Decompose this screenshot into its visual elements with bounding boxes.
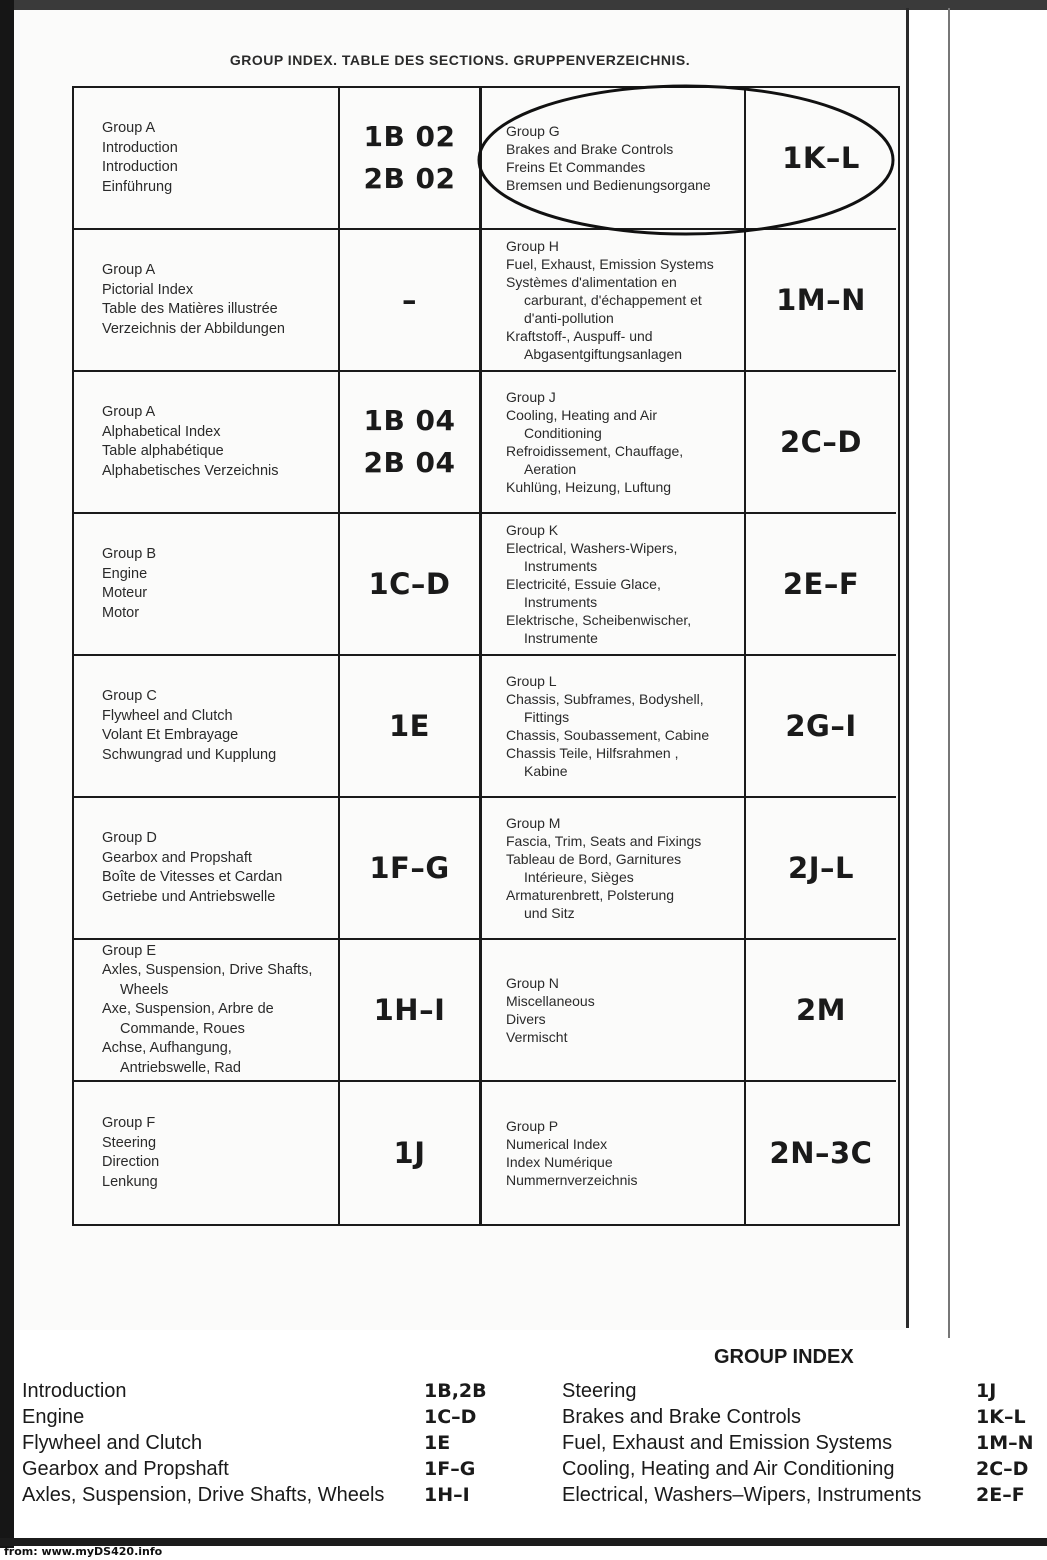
group-description-line: Introduction	[102, 159, 178, 175]
fiche-code: 1C–D	[368, 567, 451, 601]
left-group-fiche-code	[340, 940, 482, 1082]
fiche-code: –	[402, 283, 417, 317]
left-group-description	[74, 372, 340, 514]
group-description-line: Freins Et Commandes	[506, 159, 646, 175]
group-description-line: Table alphabétique	[102, 443, 224, 459]
scan-border-top	[0, 0, 1047, 10]
group-description-line: Nummernverzeichnis	[506, 1172, 638, 1188]
group-description-line: Commande, Roues	[120, 1020, 245, 1037]
group-description-line: Kabine	[524, 763, 568, 779]
fiche-code: 2C–D	[779, 425, 863, 459]
left-group-description	[74, 230, 340, 372]
left-group-description	[74, 940, 340, 1082]
group-name: Group H	[506, 238, 559, 254]
group-description-line: Chassis, Subframes, Bodyshell,	[506, 691, 704, 707]
bottom-index-row	[562, 1404, 1034, 1430]
group-description-line: Pictorial Index	[102, 281, 194, 298]
group-description-line: Antriebswelle, Rad	[120, 1059, 241, 1076]
right-group-fiche-code	[746, 798, 896, 940]
group-description-line: Getriebe und Antriebswelle	[102, 888, 276, 905]
fiche-code: 2M	[795, 993, 847, 1027]
group-description-line: Steering	[102, 1134, 157, 1151]
group-description-line: Refroidissement, Chauffage,	[506, 443, 684, 459]
right-group-fiche-code	[746, 940, 896, 1082]
group-description-line: Motor	[102, 604, 140, 621]
right-group-description	[482, 1082, 746, 1224]
bottom-index-code: 1E	[424, 1432, 451, 1454]
right-group-description	[482, 372, 746, 514]
group-description-line: Achse, Aufhangung,	[102, 1040, 232, 1057]
bottom-index-label: Brakes and Brake Controls	[562, 1406, 802, 1428]
right-group-fiche-code	[746, 1082, 896, 1224]
group-description-line: Systèmes d'alimentation en	[506, 274, 677, 290]
page-edge	[906, 8, 909, 1328]
fiche-code: 1B 04	[363, 404, 456, 437]
bottom-index-code: 1B,2B	[424, 1380, 487, 1402]
fiche-code: 1K–L	[782, 141, 860, 175]
group-name: Group B	[102, 546, 156, 562]
fiche-code: 2G–I	[785, 709, 857, 743]
bottom-index-row	[22, 1482, 487, 1508]
group-description-line: Tableau de Bord, Garnitures	[506, 851, 682, 867]
group-name: Group K	[506, 522, 559, 538]
group-name: Group A	[102, 404, 156, 420]
bottom-index-label: Steering	[562, 1380, 637, 1402]
bottom-index-label: Introduction	[22, 1380, 127, 1402]
page-header: GROUP INDEX. TABLE DES SECTIONS. GRUPPENVERZEICHNIS.	[229, 52, 691, 68]
bottom-index-label: Fuel, Exhaust and Emission Systems	[562, 1432, 893, 1454]
group-name: Group A	[102, 120, 156, 136]
left-group-fiche-code	[340, 514, 482, 656]
group-description-line: Einführung	[102, 178, 173, 195]
group-description-line: Kraftstoff-, Auspuff- und	[506, 328, 653, 344]
bottom-index-code: 1K–L	[976, 1406, 1026, 1428]
group-description-line: Schwungrad und Kupplung	[102, 746, 277, 763]
left-group-description	[74, 514, 340, 656]
group-name: Group E	[102, 942, 156, 959]
group-description-line: Direction	[102, 1154, 160, 1170]
group-name: Group P	[506, 1118, 559, 1134]
bottom-index-code: 1J	[976, 1380, 997, 1402]
group-description-line: Alphabetical Index	[102, 423, 221, 440]
group-description-line: Moteur	[102, 585, 148, 601]
group-name: Group N	[506, 975, 559, 991]
group-name: Group A	[102, 262, 156, 278]
group-description-line: Elektrische, Scheibenwischer,	[506, 612, 692, 628]
bottom-index-label: Engine	[22, 1406, 85, 1428]
group-name: Group F	[102, 1115, 156, 1131]
group-description-line: Fuel, Exhaust, Emission Systems	[506, 256, 714, 272]
fiche-code: 1J	[393, 1136, 426, 1170]
group-description-line: Wheels	[120, 981, 169, 998]
right-group-fiche-code	[746, 372, 896, 514]
bottom-index-row	[562, 1378, 1034, 1404]
group-name: Group G	[506, 123, 560, 139]
group-description-line: Electricité, Essuie Glace,	[506, 576, 661, 592]
group-description-line: Table des Matières illustrée	[102, 301, 278, 317]
bottom-index-label: Gearbox and Propshaft	[22, 1458, 229, 1480]
group-index-table	[72, 86, 900, 1226]
group-description-line: Index Numérique	[506, 1154, 613, 1170]
left-group-description	[74, 1082, 340, 1224]
group-description-line: Kuhlüng, Heizung, Luftung	[506, 479, 672, 495]
left-group-fiche-code	[340, 88, 482, 230]
group-description-line: Chassis Teile, Hilfsrahmen ,	[506, 745, 679, 761]
group-description-line: Bremsen und Bedienungsorgane	[506, 177, 711, 193]
right-group-fiche-code	[746, 656, 896, 798]
left-group-fiche-code	[340, 230, 482, 372]
group-description-line: Armaturenbrett, Polsterung	[506, 887, 675, 903]
group-description-line: Engine	[102, 565, 148, 582]
right-group-fiche-code	[746, 514, 896, 656]
bottom-index-code: 1M–N	[976, 1432, 1034, 1454]
bottom-index-row	[562, 1430, 1034, 1456]
left-group-description	[74, 88, 340, 230]
group-description-line: Brakes and Brake Controls	[506, 141, 674, 157]
bottom-index-code: 2E–F	[976, 1484, 1025, 1506]
right-group-description	[482, 940, 746, 1082]
scan-border-left	[0, 0, 14, 1548]
group-description-line: Conditioning	[524, 425, 602, 441]
group-description-line: Instrumente	[524, 630, 598, 646]
right-group-description	[482, 88, 746, 230]
fiche-code: 2J–L	[788, 851, 854, 885]
group-description-line: Fascia, Trim, Seats and Fixings	[506, 833, 702, 849]
fiche-code: 1B 02	[363, 120, 456, 153]
bottom-index-code: 1C–D	[424, 1406, 477, 1428]
fiche-code: 2E–F	[782, 567, 860, 601]
bottom-index-title: GROUP INDEX	[714, 1346, 854, 1368]
group-description-line: Axles, Suspension, Drive Shafts,	[102, 962, 313, 979]
fiche-code: 1E	[389, 709, 430, 743]
right-group-description	[482, 798, 746, 940]
bottom-index-label: Flywheel and Clutch	[22, 1432, 203, 1454]
group-description-line: Gearbox and Propshaft	[102, 849, 252, 866]
group-name: Group J	[506, 389, 556, 405]
group-description-line: Miscellaneous	[506, 993, 595, 1009]
bottom-index-row	[562, 1456, 1034, 1482]
fiche-code: 1M–N	[776, 283, 866, 317]
group-description-line: Instruments	[524, 558, 598, 574]
fiche-code: 1F–G	[369, 851, 450, 885]
bottom-index-label: Electrical, Washers–Wipers, Instruments	[562, 1484, 922, 1506]
left-group-fiche-code	[340, 656, 482, 798]
left-group-fiche-code	[340, 1082, 482, 1224]
group-name: Group D	[102, 830, 157, 846]
fiche-code: 2B 04	[363, 446, 456, 479]
group-description-line: Introduction	[102, 139, 178, 156]
left-group-description	[74, 656, 340, 798]
bottom-index-left	[22, 1378, 487, 1508]
group-description-line: Vermischt	[506, 1029, 568, 1045]
group-name: Group L	[506, 673, 557, 689]
group-description-line: Intérieure, Sièges	[524, 869, 634, 885]
group-description-line: Divers	[506, 1011, 546, 1027]
group-description-line: d'anti-pollution	[524, 310, 614, 326]
bottom-index-row	[562, 1482, 1034, 1508]
right-group-fiche-code	[746, 88, 896, 230]
group-description-line: Alphabetisches Verzeichnis	[102, 462, 279, 479]
group-name: Group M	[506, 815, 561, 831]
group-description-line: Chassis, Soubassement, Cabine	[506, 727, 710, 743]
bottom-index-label: Axles, Suspension, Drive Shafts, Wheels	[22, 1484, 385, 1506]
bottom-index-row	[22, 1430, 487, 1456]
group-description-line: Numerical Index	[506, 1136, 608, 1152]
group-description-line: Flywheel and Clutch	[102, 707, 233, 724]
right-group-fiche-code	[746, 230, 896, 372]
right-group-description	[482, 656, 746, 798]
bottom-index-code: 1F–G	[424, 1458, 476, 1480]
group-description-line: Verzeichnis der Abbildungen	[102, 320, 285, 337]
bottom-index-code: 1H–I	[424, 1484, 470, 1506]
bottom-index-code: 2C–D	[976, 1458, 1029, 1480]
group-description-line: Volant Et Embrayage	[102, 727, 239, 743]
bottom-index-row	[22, 1378, 487, 1404]
left-group-description	[74, 798, 340, 940]
right-group-description	[482, 230, 746, 372]
fiche-code: 1H–I	[373, 993, 446, 1027]
fiche-code: 2N–3C	[769, 1136, 873, 1170]
bottom-index-label: Cooling, Heating and Air Conditioning	[562, 1458, 895, 1480]
page-edge-secondary	[948, 8, 950, 1338]
group-description-line: carburant, d'échappement et	[524, 292, 702, 308]
bottom-index-row	[22, 1404, 487, 1430]
bottom-index-right	[562, 1378, 1034, 1508]
group-name: Group C	[102, 688, 157, 704]
group-description-line: und Sitz	[524, 905, 575, 921]
left-group-fiche-code	[340, 372, 482, 514]
right-group-description	[482, 514, 746, 656]
group-description-line: Boîte de Vitesses et Cardan	[102, 869, 283, 885]
fiche-code: 2B 02	[363, 162, 456, 195]
group-description-line: Electrical, Washers-Wipers,	[506, 540, 678, 556]
left-group-fiche-code	[340, 798, 482, 940]
group-description-line: Lenkung	[102, 1173, 158, 1190]
bottom-index-row	[22, 1456, 487, 1482]
group-description-line: Fittings	[524, 709, 570, 725]
group-description-line: Cooling, Heating and Air	[506, 407, 657, 423]
source-credit: from: www.myDS420.info	[4, 1545, 163, 1558]
group-description-line: Axe, Suspension, Arbre de	[102, 1001, 274, 1018]
group-description-line: Abgasentgiftungsanlagen	[524, 346, 683, 362]
group-description-line: Instruments	[524, 594, 598, 610]
group-description-line: Aeration	[524, 461, 577, 477]
